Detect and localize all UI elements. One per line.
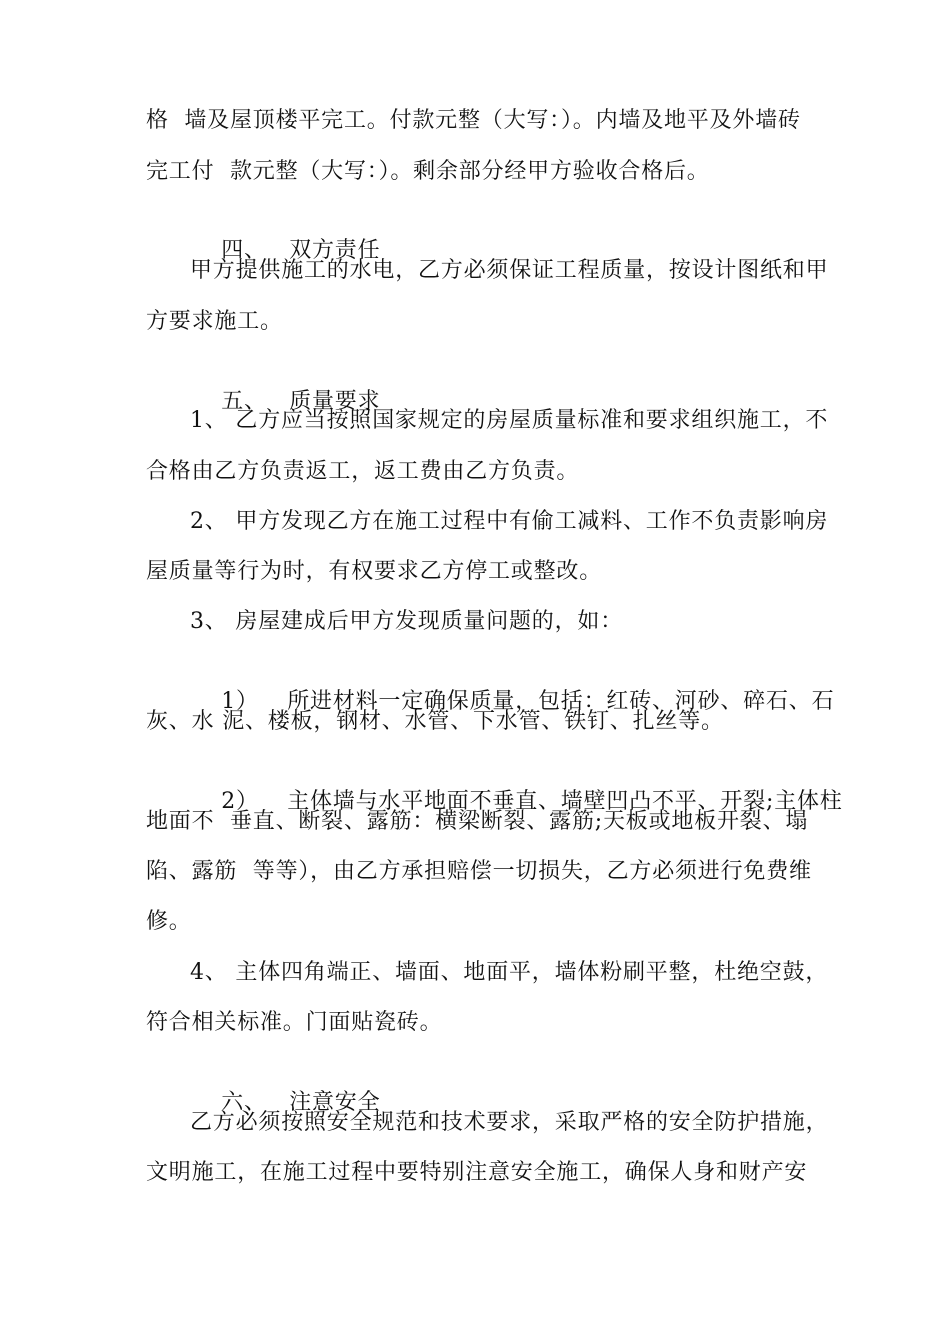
- section-title: 注意安全: [289, 1090, 381, 1115]
- section-title: 质量要求: [289, 389, 381, 414]
- list-item-line: 合格由乙方负责返工，返工费由乙方负责。: [146, 459, 580, 484]
- list-item-line: 屋质量等行为时，有权要求乙方停工或整改。: [146, 559, 603, 584]
- list-item-line: 地面不 垂直、断裂、露筋：横梁断裂、露筋;天板或地板开裂、塌: [146, 809, 809, 834]
- section-number: 四、: [221, 238, 267, 263]
- paragraph-line: 文明施工，在施工过程中要特别注意安全施工，确保人身和财产安: [146, 1160, 808, 1185]
- paragraph-line: 甲方提供施工的水电，乙方必须保证工程质量，按设计图纸和甲: [190, 258, 829, 283]
- list-item-line: 陷、露筋 等等），由乙方承担赔偿一切损失，乙方必须进行免费维: [146, 859, 812, 884]
- sub-item-text: 主体墙与水平地面不垂直、墙壁凹凸不平、开裂;主体柱: [287, 789, 843, 814]
- paragraph-line: 方要求施工。: [146, 309, 283, 334]
- list-item-line: 灰、水 泥、楼板，钢材、水管、下水管、铁钉、扎丝等。: [146, 709, 724, 734]
- list-item-line: 4、 主体四角端正、墙面、地面平，墙体粉刷平整，杜绝空鼓，: [190, 960, 829, 985]
- list-item-line: 修。: [146, 909, 192, 934]
- section-title: 双方责任: [289, 238, 381, 263]
- list-item-line: 3、 房屋建成后甲方发现质量问题的，如：: [190, 609, 623, 634]
- list-item-line: 2、 甲方发现乙方在施工过程中有偷工减料、工作不负责影响房: [190, 509, 829, 534]
- list-item-line: 1、 乙方应当按照国家规定的房屋质量标准和要求组织施工，不: [190, 408, 829, 433]
- sub-item-number: 2）: [221, 789, 259, 814]
- paragraph-line: 完工付 款元整（大写：）。剩余部分经甲方验收合格后。: [146, 159, 710, 184]
- sub-item-number: 1）: [221, 689, 259, 714]
- section-number: 六、: [221, 1090, 267, 1115]
- list-item-line: 符合相关标准。门面贴瓷砖。: [146, 1010, 443, 1035]
- paragraph-line: 乙方必须按照安全规范和技术要求，采取严格的安全防护措施，: [190, 1110, 829, 1135]
- paragraph-line: 格 墙及屋顶楼平完工。付款元整（大写：）。内墙及地平及外墙砖: [146, 108, 801, 133]
- section-number: 五、: [221, 389, 267, 414]
- sub-item-text: 所进材料一定确保质量，包括：红砖、河砂、碎石、石: [287, 689, 835, 714]
